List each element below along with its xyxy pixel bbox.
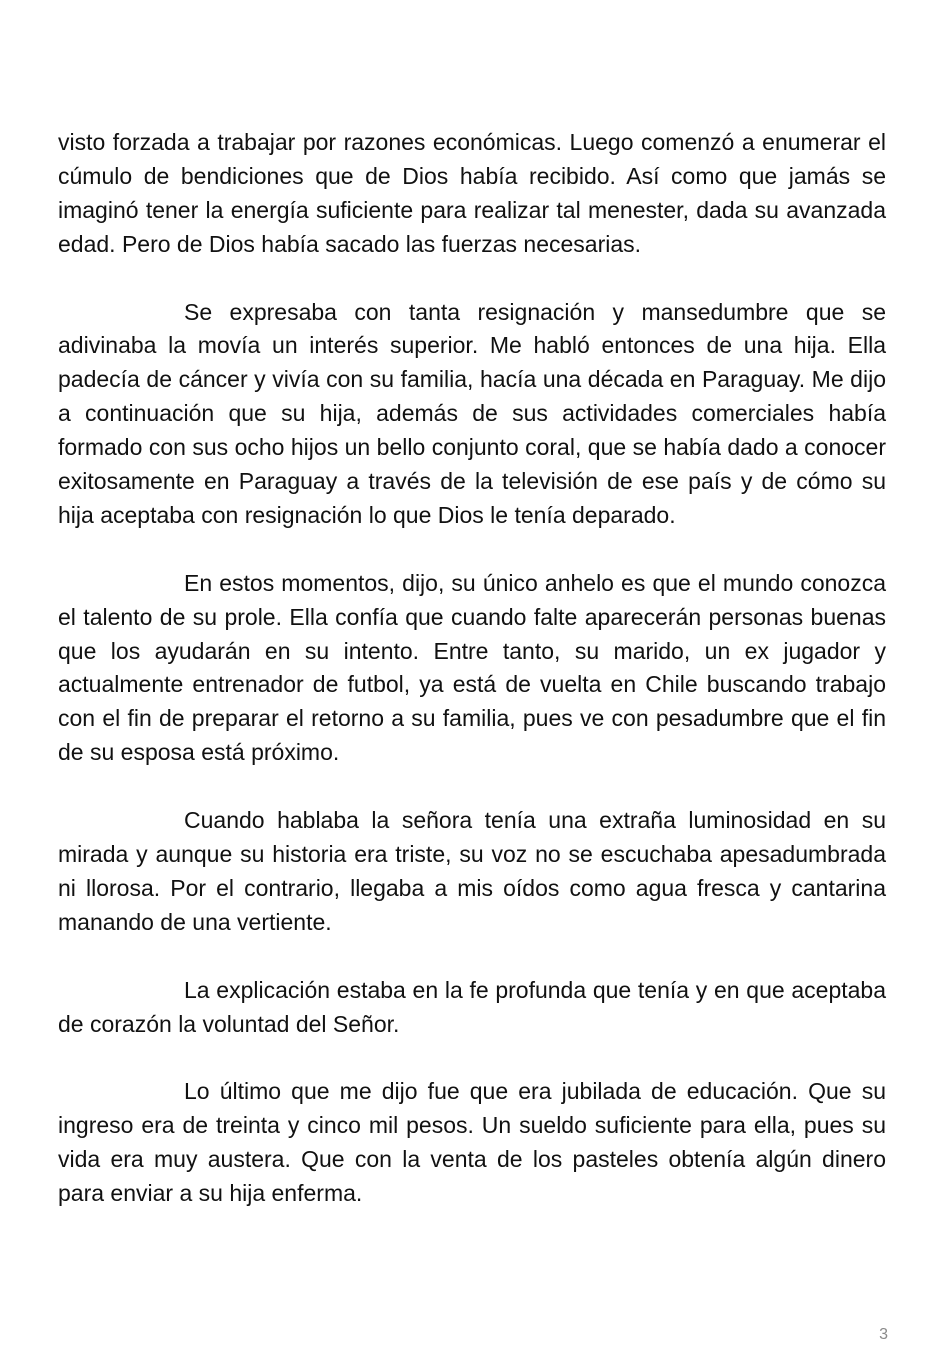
paragraph-6: Lo último que me dijo fue que era jubilada de educación. Que su ingreso era de treinta y cinco mil pesos. Un sueldo suficiente para ella, pues su vida era muy austera. Que con la venta de los pasteles obtenía algún dinero para enviar a su hija enferma. — [58, 1078, 886, 1207]
paragraph-5: La explicación estaba en la fe profunda que tenía y en que aceptaba de corazón la voluntad del Señor. — [58, 976, 886, 1037]
document-body — [58, 126, 886, 1211]
page-number: 3 — [879, 1326, 888, 1343]
paragraph-4: Cuando hablaba la señora tenía una extraña luminosidad en su mirada y aunque su historia era triste, su voz no se escuchaba apesadumbrada ni llorosa. Por el contrario, llegaba a mis oídos como agua fresca y cantarina manando de una vertiente. — [58, 807, 886, 935]
paragraph-3: En estos momentos, dijo, su único anhelo es que el mundo conozca el talento de su prole. Ella confía que cuando falte aparecerán personas buenas que los ayudarán en su intento. Entre tanto, su marido, un ex jugador y actualmente entrenador de futbol, ya está de vuelta en Chile buscando trabajo con el fin de preparar el retorno a su familia, pues ve con pesadumbre que el fin de su esposa está próximo. — [58, 569, 886, 766]
paragraph-2: Se expresaba con tanta resignación y mansedumbre que se adivinaba la movía un interés superior. Me habló entonces de una hija. Ella padecía de cáncer y vivía con su familia, hacía una década en Paraguay. Me dijo a continuación que su hija, además de sus actividades comerciales había formado con sus ocho hijos un bello conjunto coral, que se había dado a conocer exitosamente en Paraguay a través de la televisión de ese país y de cómo su hija aceptaba con resignación lo que Dios le tenía deparado. — [58, 298, 886, 528]
paragraph-1: visto forzada a trabajar por razones económicas. Luego comenzó a enumerar el cúmulo de bendiciones que de Dios había recibido. Así como que jamás se imaginó tener la energía suficiente para realizar tal menester, dada su avanzada edad. Pero de Dios había sacado las fuerzas necesarias. — [58, 129, 886, 257]
